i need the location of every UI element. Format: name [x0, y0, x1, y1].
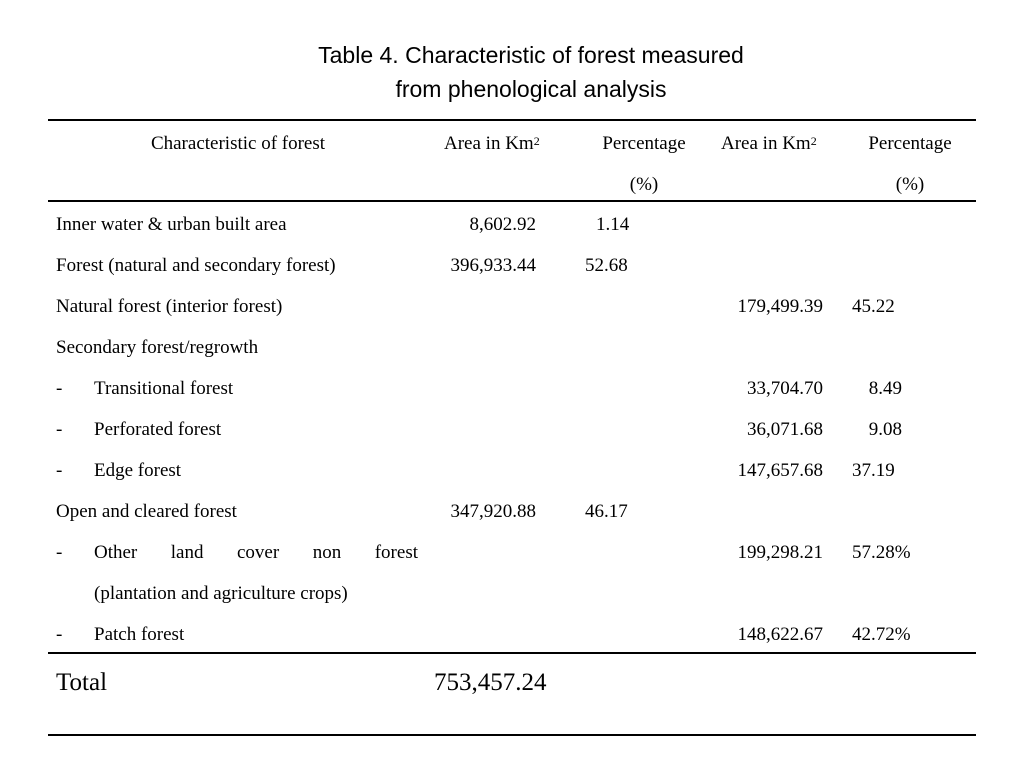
row-area-2: 199,298.21	[737, 542, 823, 563]
header-percentage-2: Percentage (%)	[868, 133, 952, 195]
table-title	[0, 38, 1024, 106]
row-percentage-2: 45.22	[852, 296, 895, 317]
top-rule	[48, 119, 976, 121]
row-dash: -	[56, 419, 63, 440]
header-characteristic: Characteristic of forest	[150, 133, 326, 154]
row-percentage-2: 42.72%	[852, 624, 911, 645]
row-label: Secondary forest/regrowth	[56, 337, 259, 358]
row-percentage-1: 1.14	[596, 214, 630, 235]
row-dash: -	[56, 378, 63, 399]
title-line-2: from phenological analysis	[395, 76, 667, 102]
row-percentage-2: 37.19	[852, 460, 895, 481]
row-label: Edge forest	[94, 460, 182, 481]
header-percentage-1: Percentage (%)	[602, 133, 686, 195]
header-rule	[48, 200, 976, 202]
row-percentage-1: 52.68	[585, 255, 628, 276]
total-area: 753,457.24	[434, 669, 547, 696]
total-label: Total	[56, 669, 108, 696]
row-dash: -	[56, 624, 63, 645]
row-area-1: 396,933.44	[450, 255, 536, 276]
total-rule	[48, 652, 976, 654]
row-label: Inner water & urban built area	[56, 214, 287, 235]
row-label: Patch forest	[94, 624, 185, 645]
row-label: Open and cleared forest	[56, 501, 237, 522]
row-area-2: 179,499.39	[737, 296, 823, 317]
header-area-1: Area in Km$^2$	[444, 133, 540, 154]
row-area-1: 8,602.92	[469, 214, 536, 235]
row-label: Natural forest (interior forest)	[56, 296, 283, 317]
row-label: Perforated forest	[94, 419, 222, 440]
row-percentage-2: 57.28%	[852, 542, 911, 563]
bottom-rule	[48, 734, 976, 736]
row-area-1: 347,920.88	[450, 501, 536, 522]
row-label: Other land cover non forest	[94, 542, 418, 563]
title-line-1: Table 4. Characteristic of forest measured	[318, 42, 744, 68]
header-area-2: Area in Km$^2$	[721, 133, 817, 154]
row-area-2: 36,071.68	[747, 419, 823, 440]
row-area-2: 148,622.67	[737, 624, 823, 645]
row-label: Transitional forest	[94, 378, 234, 399]
row-label-line-2: (plantation and agriculture crops)	[94, 583, 348, 604]
row-area-2: 147,657.68	[737, 460, 823, 481]
row-dash: -	[56, 460, 63, 481]
row-percentage-2: 8.49	[868, 378, 902, 399]
row-percentage-2: 9.08	[868, 419, 902, 440]
row-percentage-1: 46.17	[585, 501, 628, 522]
row-label: Forest (natural and secondary forest)	[56, 255, 336, 276]
row-dash: -	[56, 542, 63, 563]
row-area-2: 33,704.70	[747, 378, 823, 399]
